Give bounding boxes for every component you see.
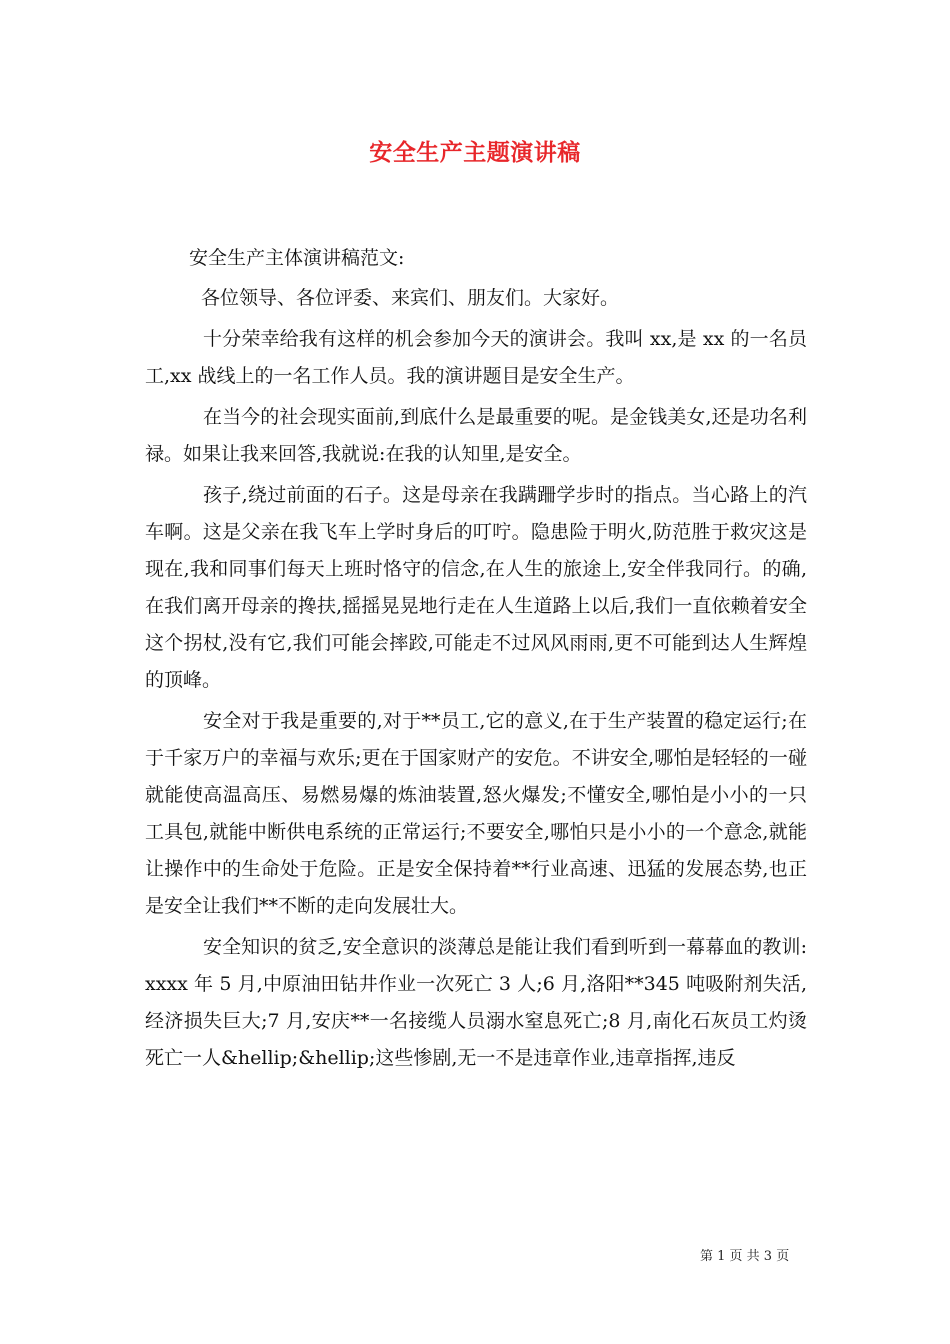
paragraph: 孩子,绕过前面的石子。这是母亲在我蹒跚学步时的指点。当心路上的汽车啊。这是父亲在我飞车上学时身后的叮咛。隐患险于明火,防范胜于救灾这是现在,我和同事们每天上班时恪守的信念,在人生的旅途上,安全伴我同行。的确,在我们离开母亲的搀扶,摇摇晃晃地行走在人生道路上以后,我们一直依赖着安全这个拐杖,没有它,我们可能会摔跤,可能走不过风风雨雨,更不可能到达人生辉煌的顶峰。: [145, 484, 807, 691]
document-title: 安全生产主题演讲稿: [369, 139, 581, 166]
paragraph: 安全生产主体演讲稿范文:: [189, 247, 405, 269]
document-body: [145, 240, 807, 1081]
page-indicator: 第 1 页 共 3 页: [700, 1249, 790, 1264]
paragraph: 在当今的社会现实面前,到底什么是最重要的呢。是金钱美女,还是功名利禄。如果让我来回答,我就说:在我的认知里,是安全。: [145, 406, 807, 465]
paragraph: 安全对于我是重要的,对于**员工,它的意义,在于生产装置的稳定运行;在于千家万户的幸福与欢乐;更在于国家财产的安危。不讲安全,哪怕是轻轻的一碰就能使高温高压、易燃易爆的炼油装置,怒火爆发;不懂安全,哪怕是小小的一只工具包,就能中断供电系统的正常运行;不要安全,哪怕只是小小的一个意念,就能让操作中的生命处于危险。正是安全保持着**行业高速、迅猛的发展态势,也正是安全让我们**不断的走向发展壮大。: [145, 710, 807, 917]
paragraph: 十分荣幸给我有这样的机会参加今天的演讲会。我叫 xx,是 xx 的一名员工,xx 战线上的一名工作人员。我的演讲题目是安全生产。: [145, 328, 807, 387]
paragraph: 安全知识的贫乏,安全意识的淡薄总是能让我们看到听到一幕幕血的教训:xxxx 年 5 月,中原油田钻井作业一次死亡 3 人;6 月,洛阳**345 吨吸附剂失活,经济损失巨大;7 月,安庆**一名接缆人员溺水窒息死亡;8 月,南化石灰员工灼烫死亡一人&hellip;&hellip;这些惨剧,无一不是违章作业,违章指挥,违反: [145, 936, 807, 1069]
paragraph: 各位领导、各位评委、来宾们、朋友们。大家好。: [201, 287, 620, 309]
